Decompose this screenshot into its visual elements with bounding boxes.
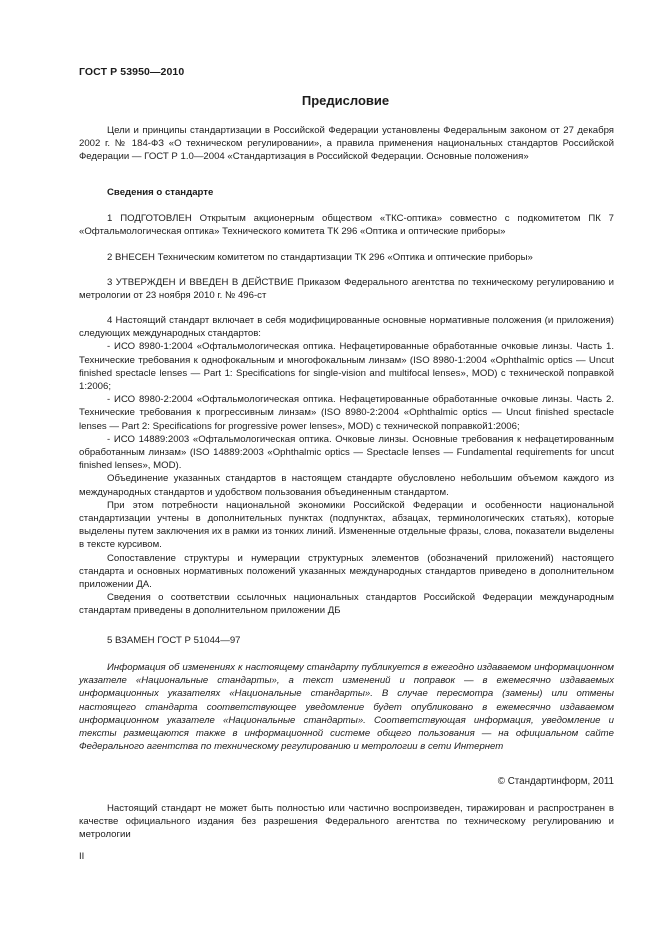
item-4-para-5: Сведения о соответствии ссылочных национальных стандартов Российской Федерации международным стандартам приведены в дополнительном приложении ДБ [79, 592, 614, 617]
about-heading: Сведения о стандарте [107, 187, 214, 198]
info-notice-block [79, 661, 614, 753]
item-2 [79, 251, 614, 264]
item-4 [79, 314, 614, 618]
item-5-text: 5 ВЗАМЕН ГОСТ Р 51044—97 [107, 635, 241, 646]
reproduction-notice-block [79, 802, 614, 842]
page-number: II [79, 851, 85, 862]
item-4-bullet-3: - ИСО 14889:2003 «Офтальмологическая оптика. Очковые линзы. Основные требования к нефацетированным обработанным линзам» (ISO 14889:2003 «Ophthalmic optics — Spectacle lenses — Fundamental requirements for uncut finished lenses», MOD). [79, 433, 614, 472]
item-1-text: 1 ПОДГОТОВЛЕН Открытым акционерным обществом «ТКС-оптика» совместно с подкомитетом ПК 7 «Офтальмологическая оптика» Технического комитета ТК 296 «Оптика и оптические приборы» [79, 213, 614, 238]
item-4-para-3: При этом потребности национальной экономики Российской Федерации и особенности национальной стандартизации учтены в дополнительных пунктах (подпунктах, абзацах, терминологических статьях), которые выделены путем заключения их в рамки из тонких линий. Измененные отдельные фразы, слова, показатели выделены в тексте курсивом. [79, 499, 614, 551]
item-4-para-2: Объединение указанных стандартов в настоящем стандарте обусловлено небольшим объемом каждого из международных стандартов и удобством пользования объединенным стандартом. [79, 473, 614, 498]
intro-paragraph [79, 124, 614, 164]
page-title: Предисловие [301, 93, 390, 108]
item-4-bullet-1: - ИСО 8980-1:2004 «Офтальмологическая оптика. Нефацетированные обработанные очковые линзы. Часть 1. Технические требования к однофокальным и многофокальным линзам» (ISO 8980-1:2004 «Ophthalmic optics — Uncut finished spectacle lenses — Part 1: Specifications for single-vision and multifocal lenses», MOD) с технической поправкой 1:2006; [79, 341, 614, 393]
info-notice: Информация об изменениях к настоящему стандарту публикуется в ежегодно издаваемом информационном указателе «Национальные стандарты», а текст изменений и поправок — в ежемесячно издаваемых информационных указателях «Национальные стандарты». В случае пересмотра (замены) или отмены настоящего стандарта соответствующее уведомление будет опубликовано в ежемесячно издаваемом информационном указателе «Национальные стандарты». Соответствующая информация, уведомление и тексты размещаются также в информационной системе общего пользования — на официальном сайте Федерального агентства по техническому регулированию и метрологии в сети Интернет [79, 662, 614, 753]
reproduction-notice: Настоящий стандарт не может быть полностью или частично воспроизведен, тиражирован и распространен в качестве официального издания без разрешения Федерального агентства по техническому регулированию и метрологии [79, 803, 614, 841]
standard-number: ГОСТ Р 53950—2010 [79, 66, 185, 78]
item-4-intro: 4 Настоящий стандарт включает в себя модифицированные основные нормативные положения (и приложения) следующих международных стандартов: [79, 315, 614, 340]
intro-text: Цели и принципы стандартизации в Российской Федерации установлены Федеральным законом от 27 декабря 2002 г. № 184-ФЗ «О техническом регулировании», а правила применения национальных стандартов Российской Федерации — ГОСТ Р 1.0—2004 «Стандартизация в Российской Федерации. Основные положения» [79, 125, 614, 163]
item-5 [79, 634, 614, 647]
item-2-text: 2 ВНЕСЕН Техническим комитетом по стандартизации ТК 296 «Оптика и оптические приборы» [107, 252, 533, 263]
about-heading-block [79, 186, 614, 199]
item-4-bullet-2: - ИСО 8980-2:2004 «Офтальмологическая оптика. Нефацетированные обработанные очковые линзы. Часть 2. Технические требования к прогрессивным линзам» (ISO 8980-2:2004 «Ophthalmic optics — Uncut finished spectacle lenses — Part 2: Specifications for progressive power lenses», MOD) с технической поправкой1:2006; [79, 394, 614, 432]
item-1 [79, 212, 614, 238]
copyright: © Стандартинформ, 2011 [497, 776, 614, 787]
item-4-para-4: Сопоставление структуры и нумерации структурных элементов (обозначений приложений) настоящего стандарта и основных нормативных положений указанных международных стандартов приведено в дополнительном приложении ДА. [79, 552, 614, 591]
item-3 [79, 276, 614, 302]
item-3-text: 3 УТВЕРЖДЕН И ВВЕДЕН В ДЕЙСТВИЕ Приказом Федерального агентства по техническому регулированию и метрологии от 23 ноября 2010 г. № 496-ст [79, 277, 614, 302]
